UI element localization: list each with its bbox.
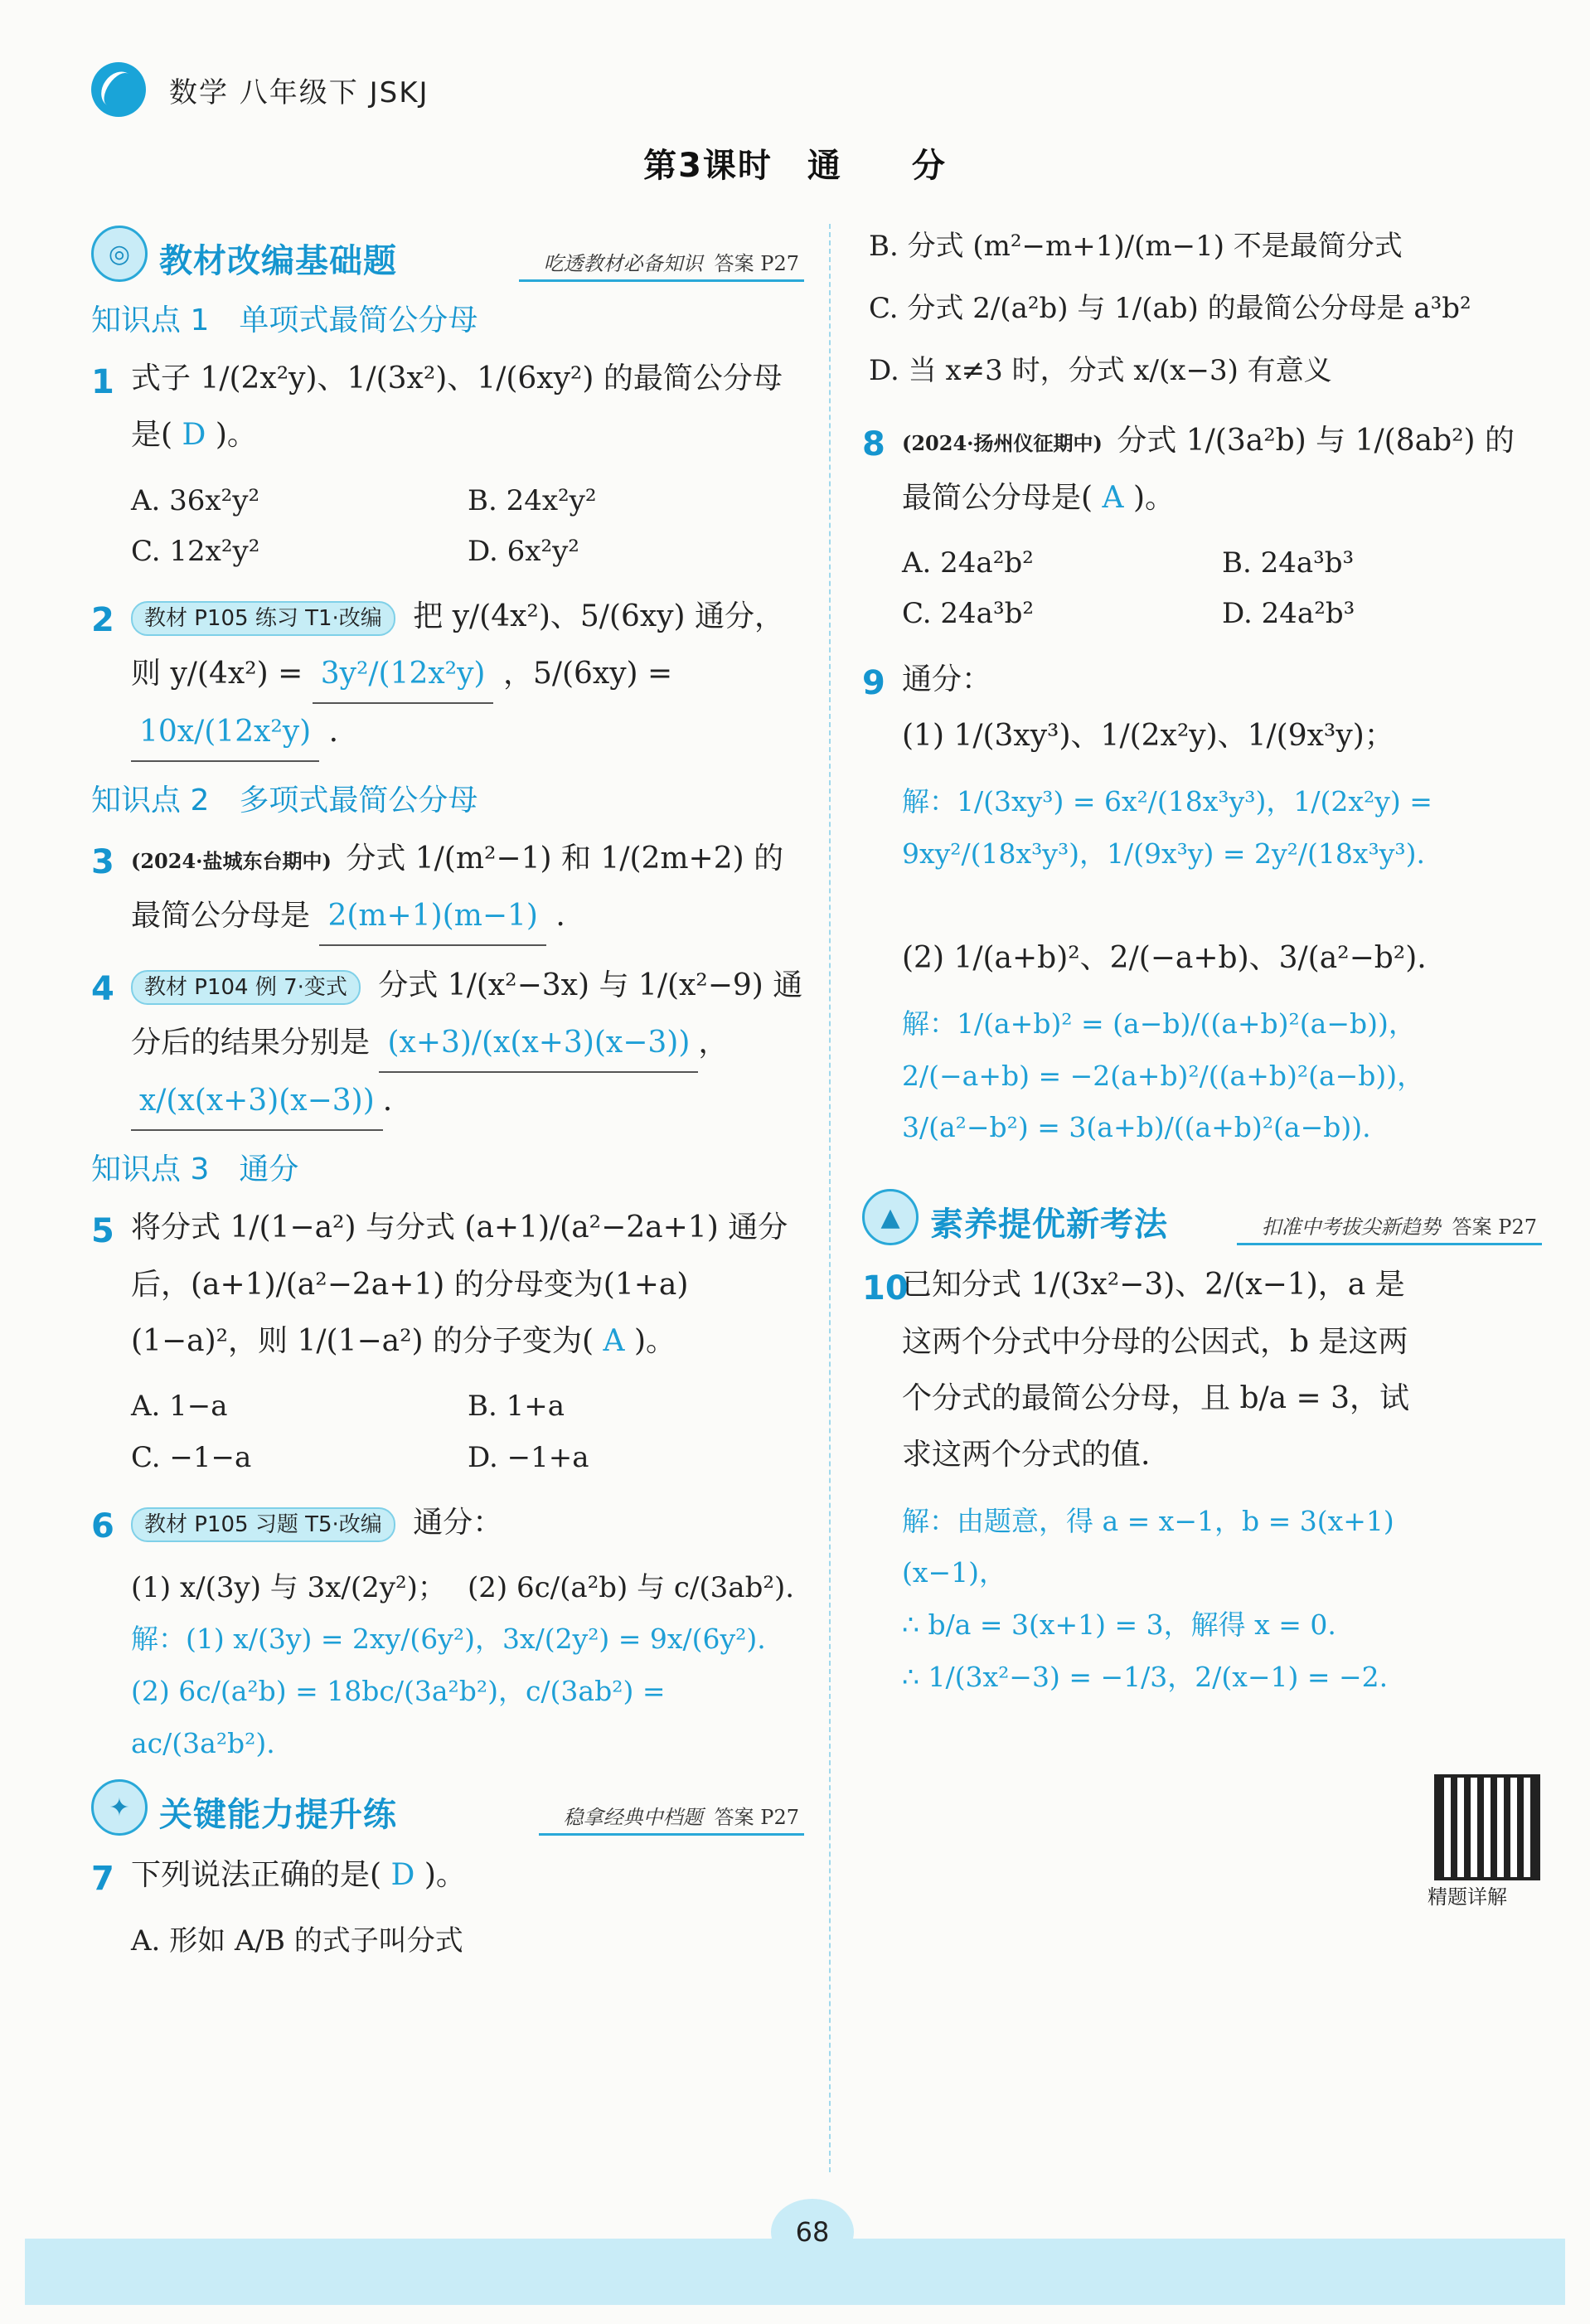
answer-blank: 2(m+1)(m−1) [319, 888, 546, 946]
question-number: 1 [91, 363, 114, 401]
section-banner-top [862, 1187, 1542, 1245]
question-text: 把 y/(4x²)、5/(6xy) 通分，则 y/(4x²) = [131, 599, 785, 691]
question-number: 7 [91, 1860, 114, 1899]
question-text: 通分： [902, 662, 992, 696]
question-text: 将分式 1/(1−a²) 与分式 (a+1)/(a²−2a+1) 通分后，(a+1)/(a²−2a+1) 的分母变为(1+a)(1−a)²，则 1/(1−a²) 的分子变为( [131, 1211, 788, 1359]
sub-question-1: (1) 1/(3xy³)、1/(2x²y)、1/(9x³y)； [902, 718, 1394, 753]
sub-questions [91, 1563, 804, 1613]
answer: D [390, 1858, 415, 1893]
question-5: 5 将分式 1/(1−a²) 与分式 (a+1)/(a²−2a+1) 通分后，(a+1)/(a²−2a+1) 的分母变为(1+a)(1−a)²，则 1/(1−a²) 的分子变为( A )。 [91, 1200, 804, 1370]
section-banner-basic [91, 224, 804, 282]
question-text: 通分： [413, 1505, 503, 1540]
right-column [862, 216, 1542, 1703]
question-text: 分式 1/(x²−3x) 与 1/(x²−9) 通分后的结果分别是 [131, 968, 803, 1060]
option-d: D. 当 x≠3 时，分式 x/(x−3) 有意义 [869, 353, 1332, 387]
answer-blank: x/(x(x+3)(x−3)) [131, 1073, 383, 1131]
answer: A [1102, 480, 1124, 515]
solution-line: 解：1/(a+b)² = (a−b)/((a+b)²(a−b))，2/(−a+b) = −2(a+b)²/((a+b)²(a−b))，3/(a²−b²) = 3(a+b)/((a+b)²(a−b)). [902, 1007, 1425, 1144]
target-icon: ◎ [91, 226, 148, 282]
source-tag: 教材 P105 习题 T5·改编 [131, 1507, 395, 1542]
question-10 [862, 1257, 1542, 1484]
option-d: D. 24a²b³ [1222, 597, 1355, 631]
question-1: 1 式子 1/(2x²y)、1/(3x²)、1/(6xy²) 的最简公分母是( D )。 [91, 351, 804, 464]
column-divider [829, 224, 831, 2172]
question-number: 9 [862, 663, 885, 702]
option-c: C. 分式 2/(a²b) 与 1/(ab) 的最简公分母是 a³b² [869, 291, 1471, 325]
question-8: 8 (2024·扬州仪征期中) 分式 1/(3a²b) 与 1/(8ab²) 的最简公分母是( A )。 [862, 413, 1542, 526]
section-title: 关键能力提升练 [159, 1796, 397, 1835]
answer: D [182, 418, 206, 453]
question-7: 7 下列说法正确的是( D )。 [91, 1847, 804, 1904]
option-c: C. −1−a [131, 1440, 252, 1474]
sub-question-2: (2) 1/(a+b)²、2/(−a+b)、3/(a²−b²). [902, 940, 1427, 975]
solution-line: 解：由题意，得 a = x−1，b = 3(x+1)(x−1)， [902, 1504, 1394, 1589]
answer-blank: 3y²/(12x²y) [313, 646, 494, 704]
question-2: 2 教材 P105 练习 T1·改编 把 y/(4x²)、5/(6xy) 通分，则 y/(4x²) = 3y²/(12x²y) ，5/(6xy) = 10x/(12x²y) . [91, 589, 804, 762]
options [862, 538, 1542, 639]
options [862, 216, 1542, 401]
section-title: 教材改编基础题 [159, 242, 397, 280]
section-title: 素养提优新考法 [930, 1206, 1168, 1244]
knowledge-point-1: 知识点 1 单项式最简公分母 [91, 303, 478, 337]
question-text: 已知分式 1/(3x²−3)、2/(x−1)，a 是这两个分式中分母的公因式，b 是这两个分式的最简公分母，且 b/a = 3，试求这两个分式的值. [902, 1268, 1410, 1473]
solution [862, 1496, 1542, 1704]
option-a: A. 24a²b² [902, 546, 1034, 580]
question-text: 式子 1/(2x²y)、1/(3x²)、1/(6xy²) 的最简公分母是( [131, 361, 783, 453]
solution [862, 998, 1542, 1154]
solution-line: 解：(1) x/(3y) = 2xy/(6y²)，3x/(2y²) = 9x/(6y²). [131, 1623, 766, 1656]
answer: A [603, 1324, 625, 1359]
solution-line: (2) 6c/(a²b) = 18bc/(3a²b²)，c/(3ab²) = ac/(3a²b²). [131, 1675, 666, 1759]
question-text: 下列说法正确的是( [131, 1858, 382, 1893]
option-a: A. 36x²y² [131, 483, 260, 517]
knowledge-point-3: 知识点 3 通分 [91, 1152, 299, 1187]
options [91, 1381, 804, 1482]
question-number: 6 [91, 1506, 114, 1545]
section-subtitle: 扣准中考拔尖新趋势 答案 P27 [1237, 1211, 1542, 1245]
option-c: C. 12x²y² [131, 534, 260, 568]
question-text: 分式 1/(3a²b) 与 1/(8ab²) 的最简公分母是( [902, 424, 1515, 515]
page-number: 68 [771, 2199, 854, 2265]
knowledge-point-2: 知识点 2 多项式最简公分母 [91, 784, 478, 818]
section-subtitle: 吃透教材必备知识 答案 P27 [519, 247, 804, 282]
options [91, 476, 804, 577]
option-b: B. 分式 (m²−m+1)/(m−1) 不是最简分式 [869, 230, 1403, 263]
qr-code-icon[interactable] [1434, 1774, 1540, 1880]
sub-question-2: (2) 6c/(a²b) 与 c/(3ab²). [468, 1571, 795, 1605]
option-d: D. 6x²y² [468, 534, 579, 568]
option-a: A. 形如 A/B 的式子叫分式 [131, 1924, 463, 1958]
header [91, 56, 429, 123]
lightbulb-icon: ✦ [91, 1779, 148, 1836]
graduation-cap-icon: ▲ [862, 1189, 919, 1245]
solution-line: 解：1/(3xy³) = 6x²/(18x³y³)，1/(2x²y) = 9xy²/(18x³y³)，1/(9x³y) = 2y²/(18x³y³). [902, 785, 1432, 871]
question-6 [91, 1495, 804, 1551]
answer-blank: 10x/(12x²y) [131, 704, 319, 762]
left-column [91, 216, 804, 1967]
source-label: (2024·扬州仪征期中) [902, 431, 1103, 456]
option-b: B. 24x²y² [468, 483, 597, 517]
question-text: 分式 1/(m²−1) 和 1/(2m+2) 的最简公分母是 [131, 842, 784, 933]
solution-line: ∴ b/a = 3(x+1) = 3，解得 x = 0. [902, 1608, 1336, 1642]
solution-line: ∴ 1/(3x²−3) = −1/3，2/(x−1) = −2. [902, 1660, 1389, 1693]
question-4: 4 教材 P104 例 7·变式 分式 1/(x²−3x) 与 1/(x²−9) 通分后的结果分别是 (x+3)/(x(x+3)(x−3)) ， x/(x(x+3)(x−3)) . [91, 958, 804, 1131]
question-number: 10 [862, 1269, 909, 1308]
section-subtitle: 稳拿经典中档题 答案 P27 [539, 1801, 804, 1836]
options [91, 1916, 804, 1967]
lesson-title: 第3课时 通 分 [643, 147, 947, 185]
sub-question-1: (1) x/(3y) 与 3x/(2y²)； [131, 1571, 446, 1605]
answer-blank: (x+3)/(x(x+3)(x−3)) [379, 1015, 698, 1073]
solution [91, 1613, 804, 1769]
source-tag: 教材 P105 练习 T1·改编 [131, 601, 395, 636]
question-9 [862, 652, 1542, 765]
option-b: B. 24a³b³ [1222, 546, 1355, 580]
option-a: A. 1−a [131, 1390, 228, 1424]
source-label: (2024·盐城东台期中) [131, 849, 332, 874]
option-d: D. −1+a [468, 1440, 589, 1474]
option-c: C. 24a³b² [902, 597, 1034, 631]
question-number: 2 [91, 601, 114, 640]
logo-icon [91, 62, 146, 117]
option-b: B. 1+a [468, 1390, 565, 1424]
question-9-part-2 [862, 930, 1542, 987]
question-number: 3 [91, 843, 114, 882]
solution [862, 776, 1542, 880]
qr-label: 精题详解 [1428, 1885, 1507, 1909]
question-number: 5 [91, 1212, 114, 1251]
question-number: 8 [862, 425, 885, 464]
question-number: 4 [91, 970, 114, 1009]
book-title: 数学 八年级下 JSKJ [169, 75, 429, 109]
question-3: 3 (2024·盐城东台期中) 分式 1/(m²−1) 和 1/(2m+2) 的最简公分母是 2(m+1)(m−1) . [91, 831, 804, 946]
source-tag: 教材 P104 例 7·变式 [131, 970, 361, 1005]
section-banner-key [91, 1778, 804, 1836]
